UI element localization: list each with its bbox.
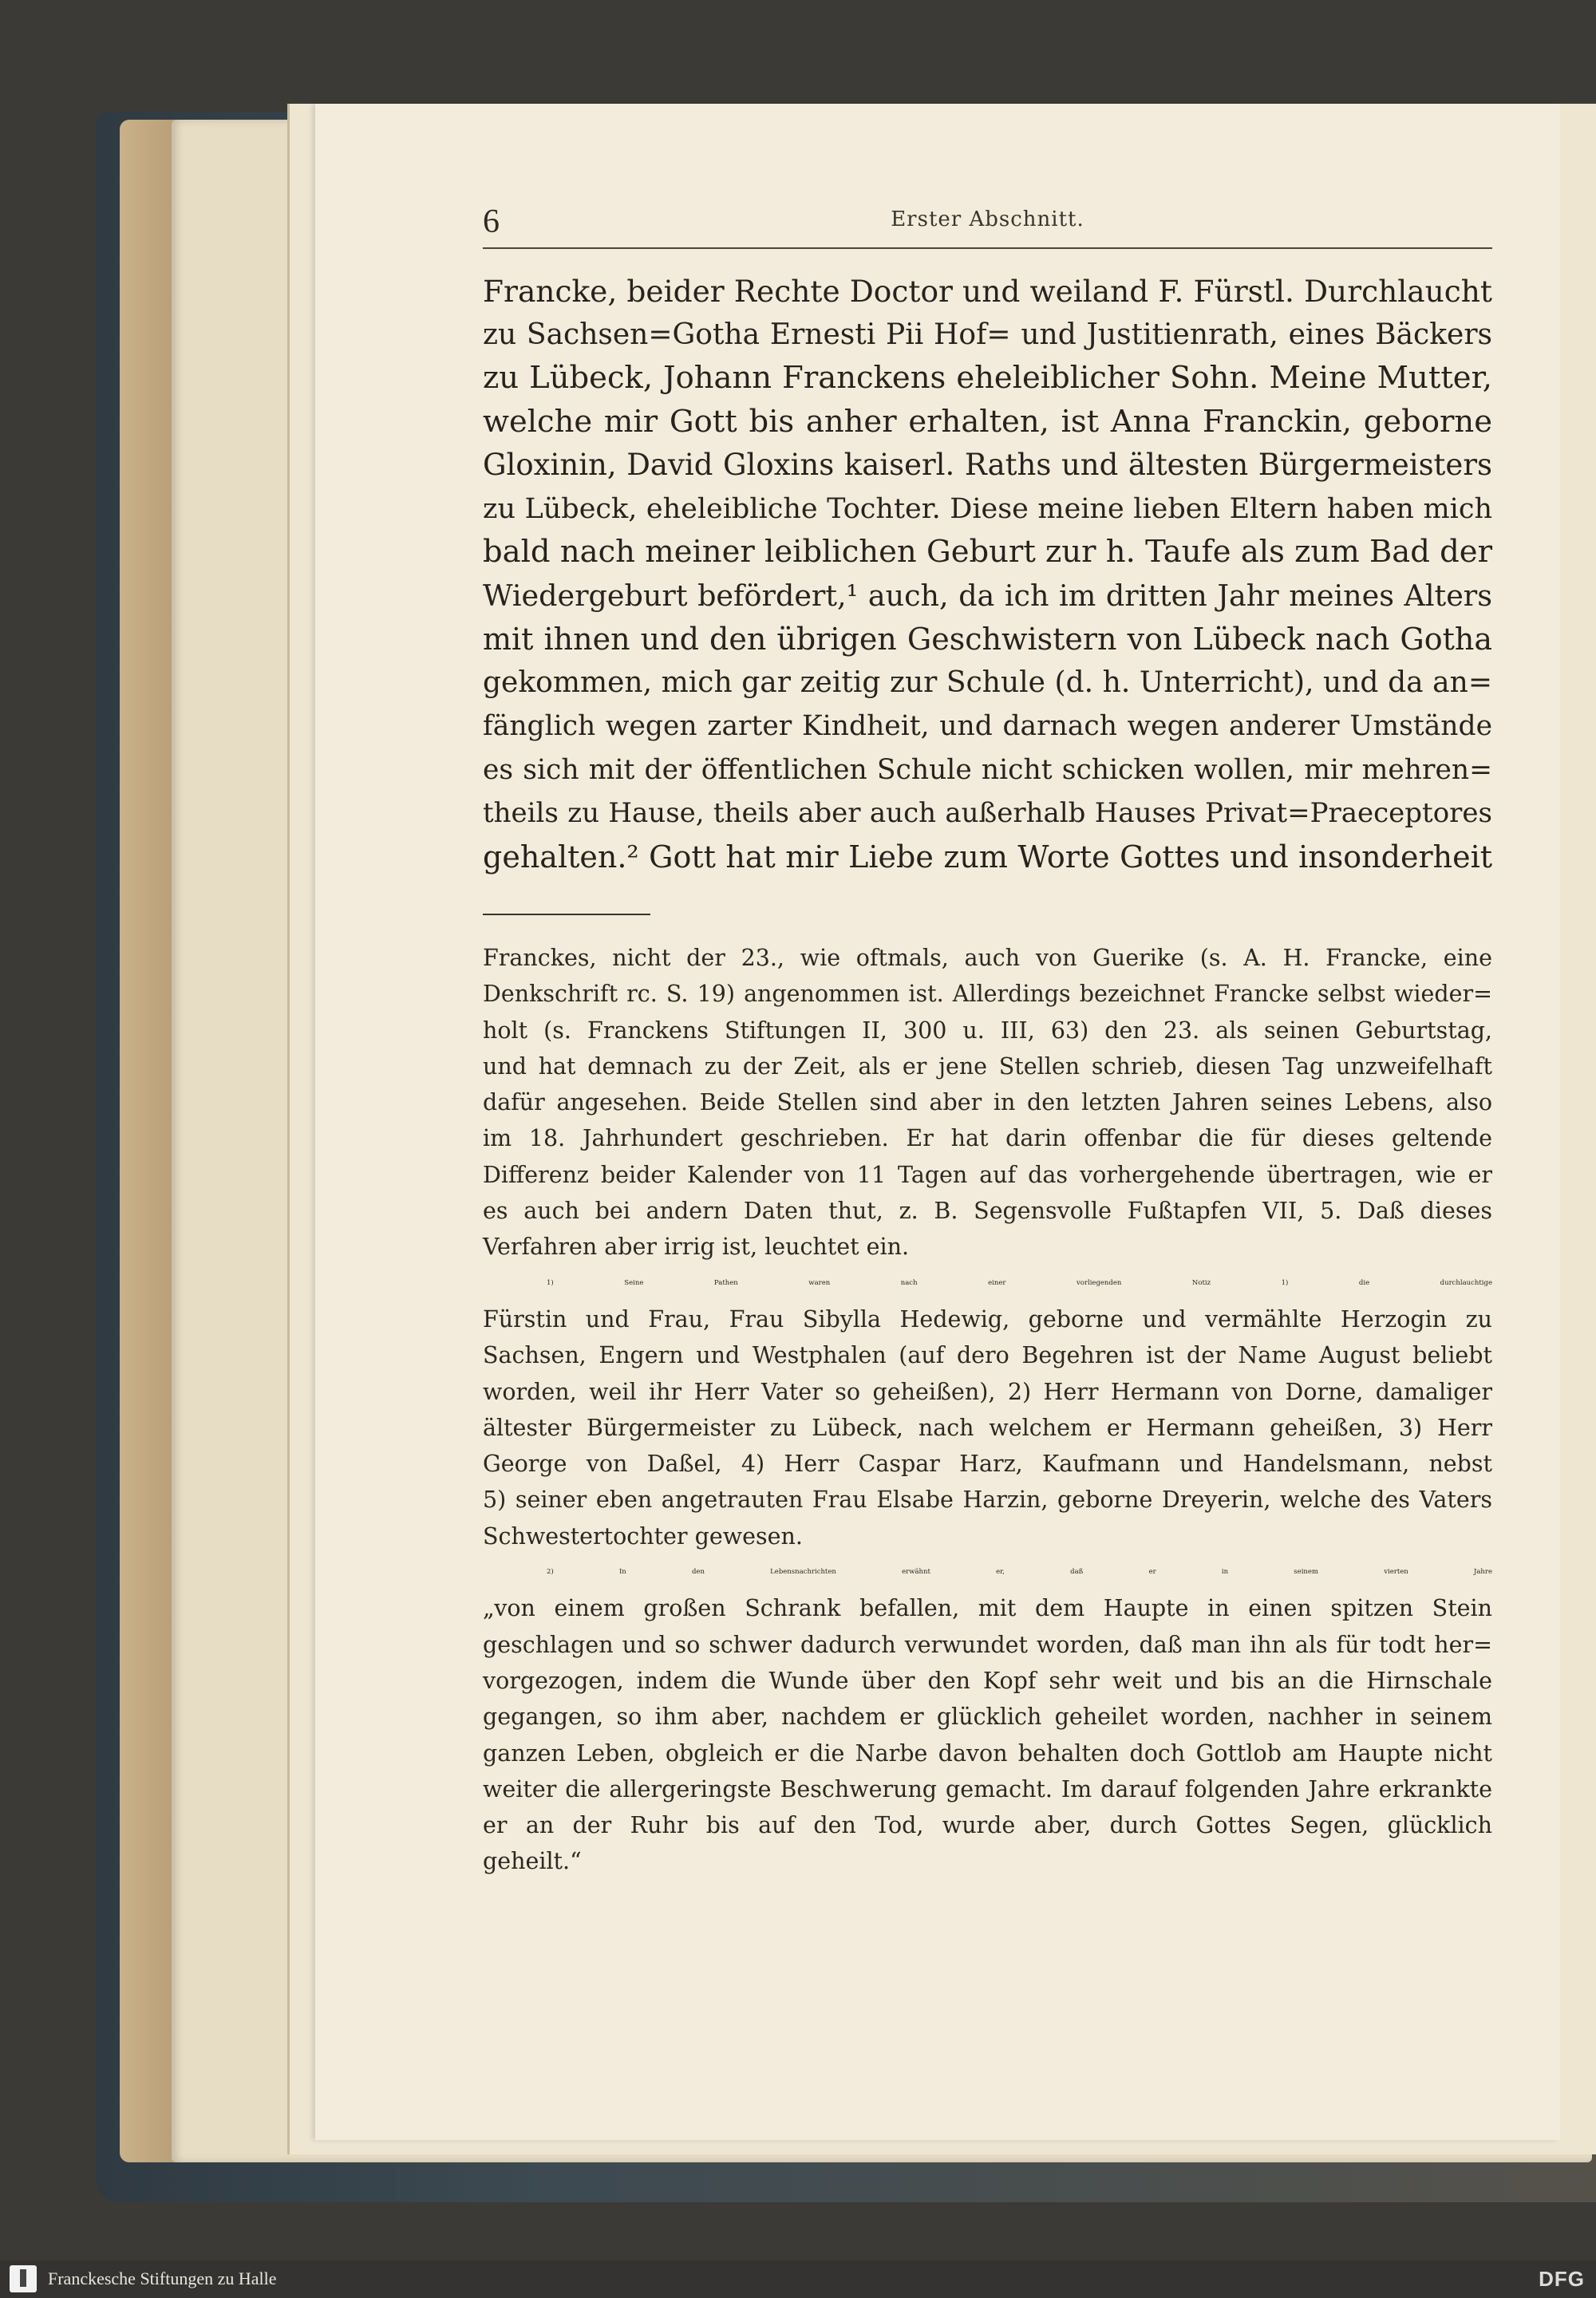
main-text xyxy=(483,270,1492,879)
institution-name: Franckesche Stiftungen zu Halle xyxy=(48,2268,277,2288)
footnote-line: dafür angesehen. Beide Stellen sind aber in den letzten Jahren seines Lebens, also xyxy=(483,1089,1492,1116)
footnote-line: Sachsen, Engern und Westphalen (auf dero Begehren ist der Name August beliebt xyxy=(483,1342,1492,1369)
main-text-line: fänglich wegen zarter Kindheit, und darnach wegen anderer Umstände xyxy=(483,710,1492,742)
footnote-line: weiter die allergeringste Beschwerung gemacht. Im darauf folgenden Jahre erkrankte xyxy=(483,1775,1492,1802)
footnote-line: Franckes, nicht der 23., wie oftmals, auch von Guerike (s. A. H. Francke, eine xyxy=(483,945,1492,971)
main-text-line: gekommen, mich gar zeitig zur Schule (d. h. Unterricht), und da an= xyxy=(483,665,1492,699)
main-text-line: gehalten.² Gott hat mir Liebe zum Worte Gottes und insonderheit xyxy=(483,839,1492,875)
institution-crest-icon xyxy=(10,2265,37,2292)
footnote-line: 2) In den Lebensnachrichten erwähnt er, daß er in seinem vierten Jahre xyxy=(547,1568,1492,1577)
footnote-line: George von Daßel, 4) Herr Caspar Harz, Kaufmann und Handelsmann, nebst xyxy=(483,1451,1492,1478)
footnote-line: ganzen Leben, obgleich er die Narbe davon behalten doch Gottlob am Haupte nicht xyxy=(483,1739,1492,1767)
footnote-line: worden, weil ihr Herr Vater so geheißen), 2) Herr Hermann von Dorne, damaliger xyxy=(483,1378,1492,1405)
main-text-line: Wiedergeburt befördert,¹ auch, da ich im dritten Jahr meines Alters xyxy=(483,578,1492,613)
page-header xyxy=(483,199,1492,249)
footnote-line: gegangen, so ihm aber, nachdem er glücklich geheilet worden, nachher in seinem xyxy=(483,1704,1492,1731)
footnote-line: Differenz beider Kalender von 11 Tagen auf das vorhergehende übertragen, wie er xyxy=(483,1161,1492,1188)
footnote-line: Denkschrift rc. S. 19) angenommen ist. Allerdings bezeichnet Francke selbst wieder= xyxy=(483,981,1492,1008)
footnote-line: vorgezogen, indem die Wunde über den Kopf sehr weit und bis an die Hirnschale xyxy=(483,1667,1492,1694)
footnote-line: geheilt.“ xyxy=(483,1848,582,1875)
footnote-line: Schwestertochter gewesen. xyxy=(483,1522,803,1550)
footnote-line: ältester Bürgermeister zu Lübeck, nach welchem er Hermann geheißen, 3) Herr xyxy=(483,1414,1492,1441)
viewer-footer xyxy=(0,2260,1596,2298)
footnote-line: Fürstin und Frau, Frau Sibylla Hedewig, geborne und vermählte Herzogin zu xyxy=(483,1305,1492,1333)
footnote-line: 1) Seine Pathen waren nach einer vorliegenden Notiz 1) die durchlauchtige xyxy=(547,1278,1492,1287)
main-text-line: theils zu Hause, theils aber auch außerhalb Hauses Privat=Praeceptores xyxy=(483,797,1492,829)
footnotes xyxy=(483,940,1492,1880)
footnote-line: er an der Ruhr bis auf den Tod, wurde aber, durch Gottes Segen, glücklich xyxy=(483,1812,1492,1839)
footnote-line: es auch bei andern Daten thut, z. B. Segensvolle Fußtapfen VII, 5. Daß dieses xyxy=(483,1198,1492,1225)
footnote-line: „von einem großen Schrank befallen, mit dem Haupte in einen spitzen Stein xyxy=(483,1595,1492,1622)
main-text-line: mit ihnen und den übrigen Geschwistern von Lübeck nach Gotha xyxy=(483,622,1492,657)
main-text-line: es sich mit der öffentlichen Schule nicht schicken wollen, mir mehren= xyxy=(483,753,1492,786)
footnote-line: und hat demnach zu der Zeit, als er jene Stellen schrieb, diesen Tag unzweifelhaft xyxy=(483,1052,1492,1080)
footnote-line: Verfahren aber irrig ist, leuchtet ein. xyxy=(483,1234,910,1261)
main-text-line: zu Lübeck, Johann Franckens eheleiblicher Sohn. Meine Mutter, xyxy=(483,360,1492,396)
main-text-line: zu Sachsen=Gotha Ernesti Pii Hof= und Justitienrath, eines Bäckers xyxy=(483,318,1492,351)
footnote-line: holt (s. Franckens Stiftungen II, 300 u. III, 63) den 23. als seinen Geburtstag, xyxy=(483,1017,1492,1044)
main-text-line: bald nach meiner leiblichen Geburt zur h. Taufe als zum Bad der xyxy=(483,534,1492,570)
main-text-line: Gloxinin, David Gloxins kaiserl. Raths und ältesten Bürgermeisters xyxy=(483,448,1492,482)
footnote-line: geschlagen und so schwer dadurch verwundet worden, daß man ihn als für todt her= xyxy=(483,1631,1492,1658)
footnote-separator xyxy=(483,914,650,915)
book-page xyxy=(315,104,1560,2140)
running-head: Erster Abschnitt. xyxy=(891,207,1084,231)
footnote-line: 5) seiner eben angetrauten Frau Elsabe Harzin, geborne Dreyerin, welche des Vaters xyxy=(483,1487,1492,1514)
footnote-line: im 18. Jahrhundert geschrieben. Er hat darin offenbar die für dieses geltende xyxy=(483,1125,1492,1152)
page-number: 6 xyxy=(483,203,500,240)
main-text-line: zu Lübeck, eheleibliche Tochter. Diese meine lieben Eltern haben mich xyxy=(483,492,1492,525)
main-text-line: welche mir Gott bis anher erhalten, ist Anna Franckin, geborne xyxy=(483,403,1492,440)
main-text-line: Francke, beider Rechte Doctor und weiland F. Fürstl. Durchlaucht xyxy=(483,274,1492,309)
funder-logo: DFG xyxy=(1539,2267,1585,2291)
